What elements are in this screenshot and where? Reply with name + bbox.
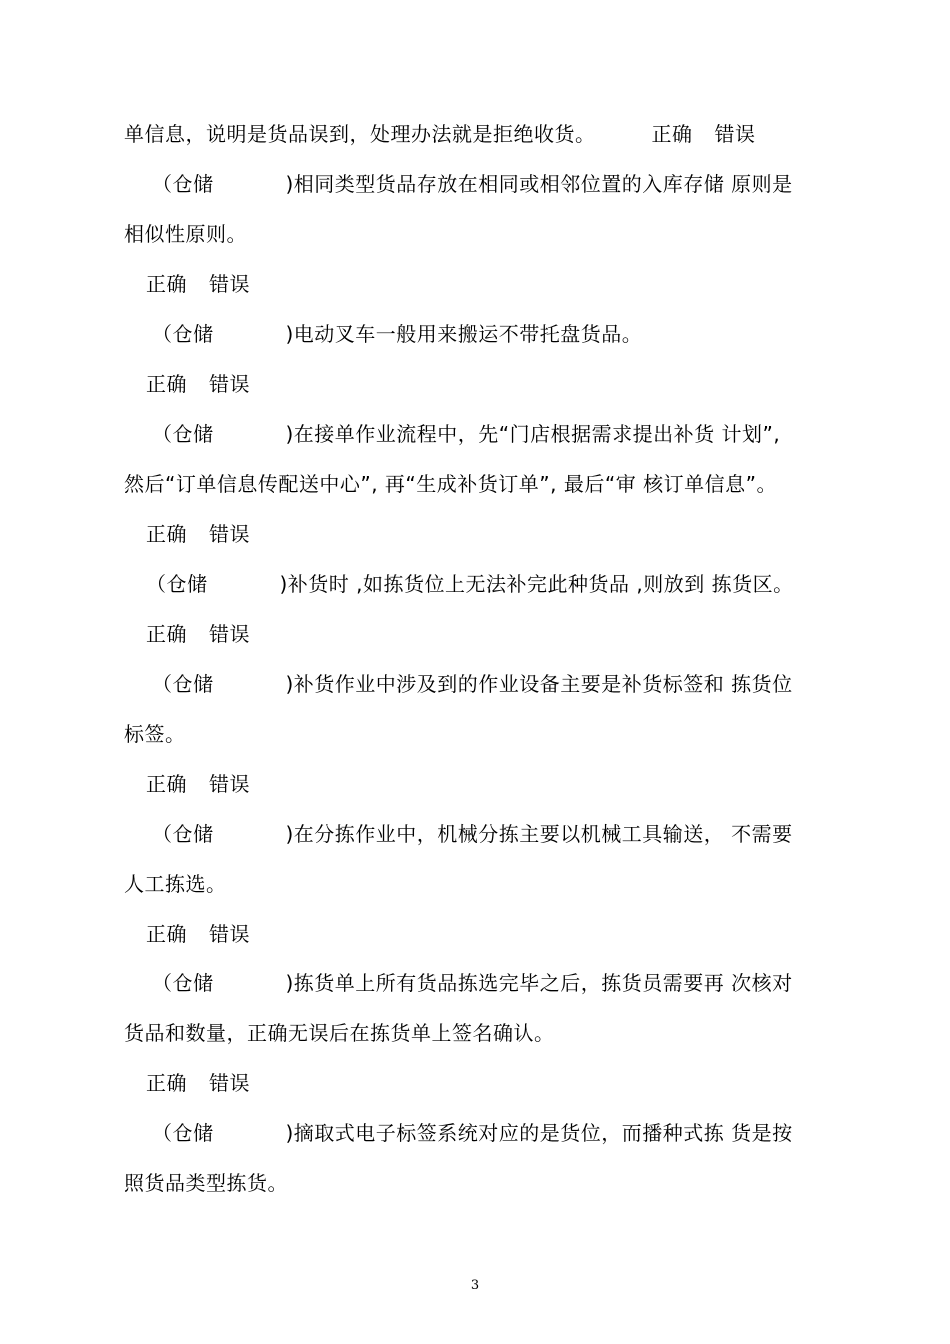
choice-correct[interactable]: 正确 <box>651 122 693 146</box>
text-line: 然后“订单信息传配送中心”, 再“生成补货订单”, 最后“审 核订单信息”。 <box>124 472 777 496</box>
statement-text: )电动叉车一般用来搬运不带托盘货品。 <box>285 322 643 346</box>
subject-label: 仓储 <box>172 172 214 196</box>
subject-label: 仓储 <box>172 822 214 846</box>
choice-correct[interactable]: 正确 <box>146 772 187 796</box>
answer-choices <box>146 1070 862 1096</box>
choice-wrong[interactable]: 错误 <box>209 1071 250 1095</box>
statement-text: )补货作业中涉及到的作业设备主要是补货标签和 拣货位 <box>285 672 793 696</box>
text-line: 照货品类型拣货。 <box>124 1171 288 1195</box>
answer-choices <box>146 371 862 397</box>
statement-text: )摘取式电子标签系统对应的是货位，而播种式拣 货是按 <box>285 1121 793 1145</box>
question-line <box>152 821 868 847</box>
question-line <box>152 970 868 996</box>
statement-text: 单信息，说明是货品误到，处理办法就是拒绝收货。 <box>124 122 596 146</box>
choice-correct[interactable]: 正确 <box>146 522 187 546</box>
open-paren: （ <box>152 971 173 995</box>
answer-choices <box>146 271 862 297</box>
choice-correct[interactable]: 正确 <box>146 1071 187 1095</box>
subject-label: 仓储 <box>172 1121 214 1145</box>
open-paren: （ <box>152 672 173 696</box>
choice-wrong[interactable]: 错误 <box>209 622 250 646</box>
choice-wrong[interactable]: 错误 <box>209 272 250 296</box>
subject-label: 仓储 <box>172 422 214 446</box>
page-number: 3 <box>470 1278 480 1293</box>
choice-correct[interactable]: 正确 <box>146 922 187 946</box>
choice-wrong[interactable]: 错误 <box>209 372 250 396</box>
choice-wrong[interactable]: 错误 <box>209 522 250 546</box>
question-line <box>152 421 868 447</box>
question-line <box>152 171 868 197</box>
text-line: 货品和数量，正确无误后在拣货单上签名确认。 <box>124 1021 555 1045</box>
answer-choices <box>652 121 756 147</box>
subject-label: 仓储 <box>166 572 208 596</box>
answer-choices <box>146 921 862 947</box>
text-line: 相似性原则。 <box>124 222 247 246</box>
open-paren: （ <box>152 422 173 446</box>
choice-wrong[interactable]: 错误 <box>209 772 250 796</box>
open-paren: （ <box>152 1121 173 1145</box>
statement-text: )相同类型货品存放在相同或相邻位置的入库存储 原则是 <box>285 172 793 196</box>
open-paren: （ <box>152 172 173 196</box>
choice-correct[interactable]: 正确 <box>146 622 187 646</box>
question-line <box>152 1120 868 1146</box>
statement-text: )拣货单上所有货品拣选完毕之后，拣货员需要再 次核对 <box>285 971 793 995</box>
choice-correct[interactable]: 正确 <box>146 372 187 396</box>
choice-wrong[interactable]: 错误 <box>714 122 756 146</box>
open-paren: （ <box>146 572 167 596</box>
answer-choices <box>146 621 862 647</box>
statement-text: )在分拣作业中，机械分拣主要以机械工具输送， 不需要 <box>285 822 793 846</box>
subject-label: 仓储 <box>172 322 214 346</box>
text-line: 标签。 <box>124 722 186 746</box>
statement-text: )补货时 ,如拣货位上无法补完此种货品 ,则放到 拣货区。 <box>279 572 794 596</box>
choice-wrong[interactable]: 错误 <box>209 922 250 946</box>
subject-label: 仓储 <box>172 672 214 696</box>
text-line: 人工拣选。 <box>124 872 227 896</box>
open-paren: （ <box>152 322 173 346</box>
choice-correct[interactable]: 正确 <box>146 272 187 296</box>
subject-label: 仓储 <box>172 971 214 995</box>
question-line <box>152 671 868 697</box>
answer-choices <box>146 521 862 547</box>
answer-choices <box>146 771 862 797</box>
open-paren: （ <box>152 822 173 846</box>
question-line <box>146 571 862 597</box>
statement-text: )在接单作业流程中，先“门店根据需求提出补货 计划”, <box>285 422 781 446</box>
question-line <box>152 321 868 347</box>
text-line <box>124 121 840 147</box>
